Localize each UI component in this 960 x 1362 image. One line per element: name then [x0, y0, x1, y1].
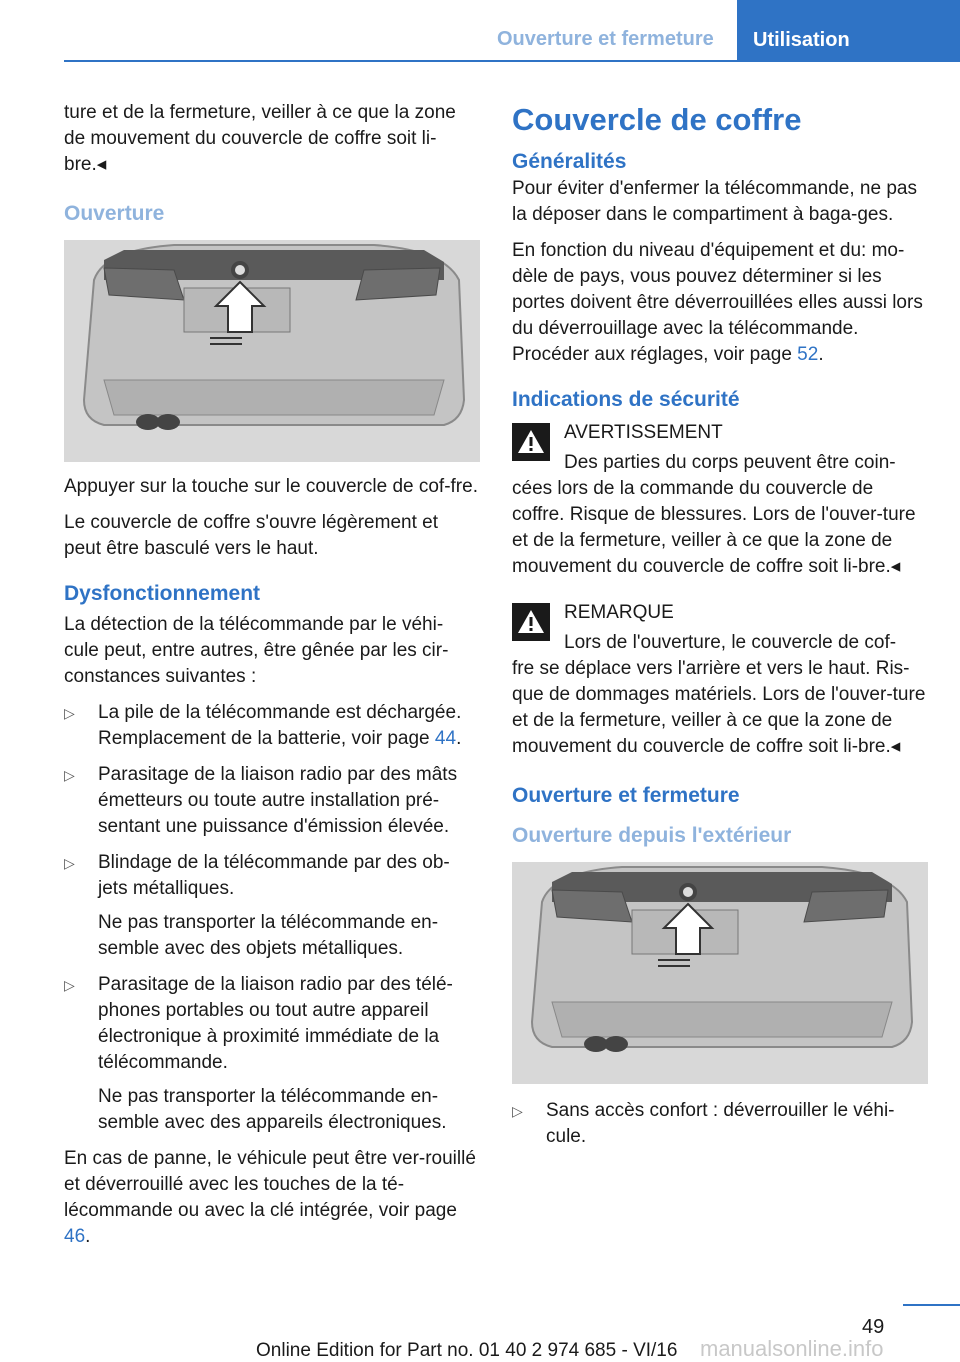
paragraph-gen2 — [512, 238, 927, 368]
list-item-tail: . — [456, 728, 462, 749]
paragraph-gen2-tail: . — [818, 344, 824, 365]
notice-triangle-icon — [512, 603, 550, 641]
list-item-subtext: Ne pas transporter la télécommande en-semble avec des appareils électroniques. — [98, 1086, 447, 1133]
car-rear-drawing — [64, 240, 480, 462]
unlock-list — [512, 1098, 927, 1150]
paragraph-couvercle: Le couvercle de coffre s'ouvre légèrement et peut être basculé vers le haut. — [64, 512, 438, 559]
watermark: manualsonline.info — [700, 1336, 884, 1361]
edition-line: Online Edition for Part no. 01 40 2 974 685 - VI/16 — [256, 1340, 678, 1361]
triangle-bullet-icon: ▷ — [512, 1103, 523, 1119]
paragraph-gen2-text: En fonction du niveau d'équipement et du: mo-dèle de pays, vous pouvez déterminer si les portes doivent être déverrouillées elles aussi lors du déverrouillage avec la télécommande. Procéder aux réglages, voir page — [512, 240, 923, 365]
list-item — [64, 972, 478, 1136]
list-item — [64, 762, 478, 840]
heading-ouverture-exterieur: Ouverture depuis l'extérieur — [512, 824, 792, 847]
triangle-bullet-icon: ▷ — [64, 977, 75, 993]
car-rear-drawing — [512, 862, 928, 1084]
paragraph-panne-tail: . — [85, 1226, 91, 1247]
list-item — [64, 850, 478, 962]
notice-label: REMARQUE — [564, 602, 674, 623]
paragraph-gen1: Pour éviter d'enfermer la télécommande, ne pas la déposer dans le compartiment à baga-ges. — [512, 178, 917, 225]
list-item-text: Sans accès confort : déverrouiller le véhi-cule. — [546, 1100, 895, 1147]
right-column — [512, 100, 927, 1160]
notice-block — [512, 600, 927, 760]
list-item-text: Parasitage de la liaison radio par des mâts émetteurs ou toute autre installation pré-sentant une puissance d'émission élevée. — [98, 764, 458, 837]
page-link-46[interactable]: 46 — [64, 1226, 86, 1247]
heading-ouverture-fermeture: Ouverture et fermeture — [512, 784, 740, 807]
list-item-text: Blindage de la télécommande par des ob-jets métalliques. — [98, 852, 450, 899]
page-link-52[interactable]: 52 — [797, 344, 819, 365]
warning-label: AVERTISSEMENT — [564, 422, 723, 443]
warning-text — [512, 450, 927, 580]
heading-generalites: Généralités — [512, 150, 627, 173]
list-item — [64, 700, 478, 752]
notice-text — [512, 630, 927, 760]
header-chapter-tab — [737, 0, 960, 62]
header-rule — [64, 60, 737, 62]
heading-dysfonctionnement: Dysfonctionnement — [64, 582, 261, 605]
malfunction-list — [64, 700, 478, 1136]
list-item-subtext: Ne pas transporter la télécommande en-semble avec des objets métalliques. — [98, 912, 439, 959]
paragraph-detection: La détection de la télécommande par le véhi-cule peut, entre autres, être gênée par les cir-constances suivantes : — [64, 614, 449, 687]
trunk-illustration-exterior — [512, 862, 928, 1084]
notice-text-first-line: Lors de l'ouverture, le couvercle de cof- — [564, 632, 897, 653]
header-section-title: Ouverture et fermeture — [497, 28, 714, 50]
warning-block — [512, 420, 927, 580]
list-item-text: Parasitage de la liaison radio par des télé-phones portables ou tout autre appareil électronique à proximité immédiate de la télécommande. — [98, 974, 453, 1073]
left-column — [64, 100, 478, 1260]
paragraph-appuyer: Appuyer sur la touche sur le couvercle de cof-fre. — [64, 476, 478, 497]
triangle-bullet-icon: ▷ — [64, 767, 75, 783]
list-item-text: La pile de la télécommande est déchargée. Remplacement de la batterie, voir page — [98, 702, 462, 749]
warning-text-first-line: Des parties du corps peuvent être coin- — [564, 452, 896, 473]
footer-rule — [903, 1304, 960, 1306]
paragraph-panne — [64, 1146, 478, 1250]
notice-text-rest: fre se déplace vers l'arrière et vers le haut. Ris-que de dommages matériels. Lors de l'ouver-ture et de la fermeture, veiller à ce que la zone de mouvement du couvercle de coffre soit li-bre.◂ — [512, 658, 926, 757]
triangle-bullet-icon: ▷ — [64, 855, 75, 871]
page-header — [0, 0, 960, 62]
triangle-bullet-icon: ▷ — [64, 705, 75, 721]
heading-securite: Indications de sécurité — [512, 388, 740, 411]
trunk-illustration — [64, 240, 480, 462]
warning-text-rest: cées lors de la commande du couvercle de coffre. Risque de blessures. Lors de l'ouver-ture et de la fermeture, veiller à ce que la zone de mouvement du couvercle de coffre soit li-bre.◂ — [512, 478, 916, 577]
heading-ouverture: Ouverture — [64, 202, 165, 225]
warning-triangle-icon — [512, 423, 550, 461]
section-title: Couvercle de coffre — [512, 102, 802, 137]
list-item — [512, 1098, 927, 1150]
page-link-44[interactable]: 44 — [434, 728, 457, 749]
page-number: 49 — [862, 1316, 885, 1338]
paragraph-panne-text: En cas de panne, le véhicule peut être ver-rouillé et déverrouillé avec les touches de la té-lécommande ou avec la clé intégrée, voir page — [64, 1148, 476, 1221]
header-chapter-label: Utilisation — [753, 29, 850, 51]
intro-paragraph: ture et de la fermeture, veiller à ce que la zone de mouvement du couvercle de coffre soit li-bre.◂ — [64, 102, 456, 175]
